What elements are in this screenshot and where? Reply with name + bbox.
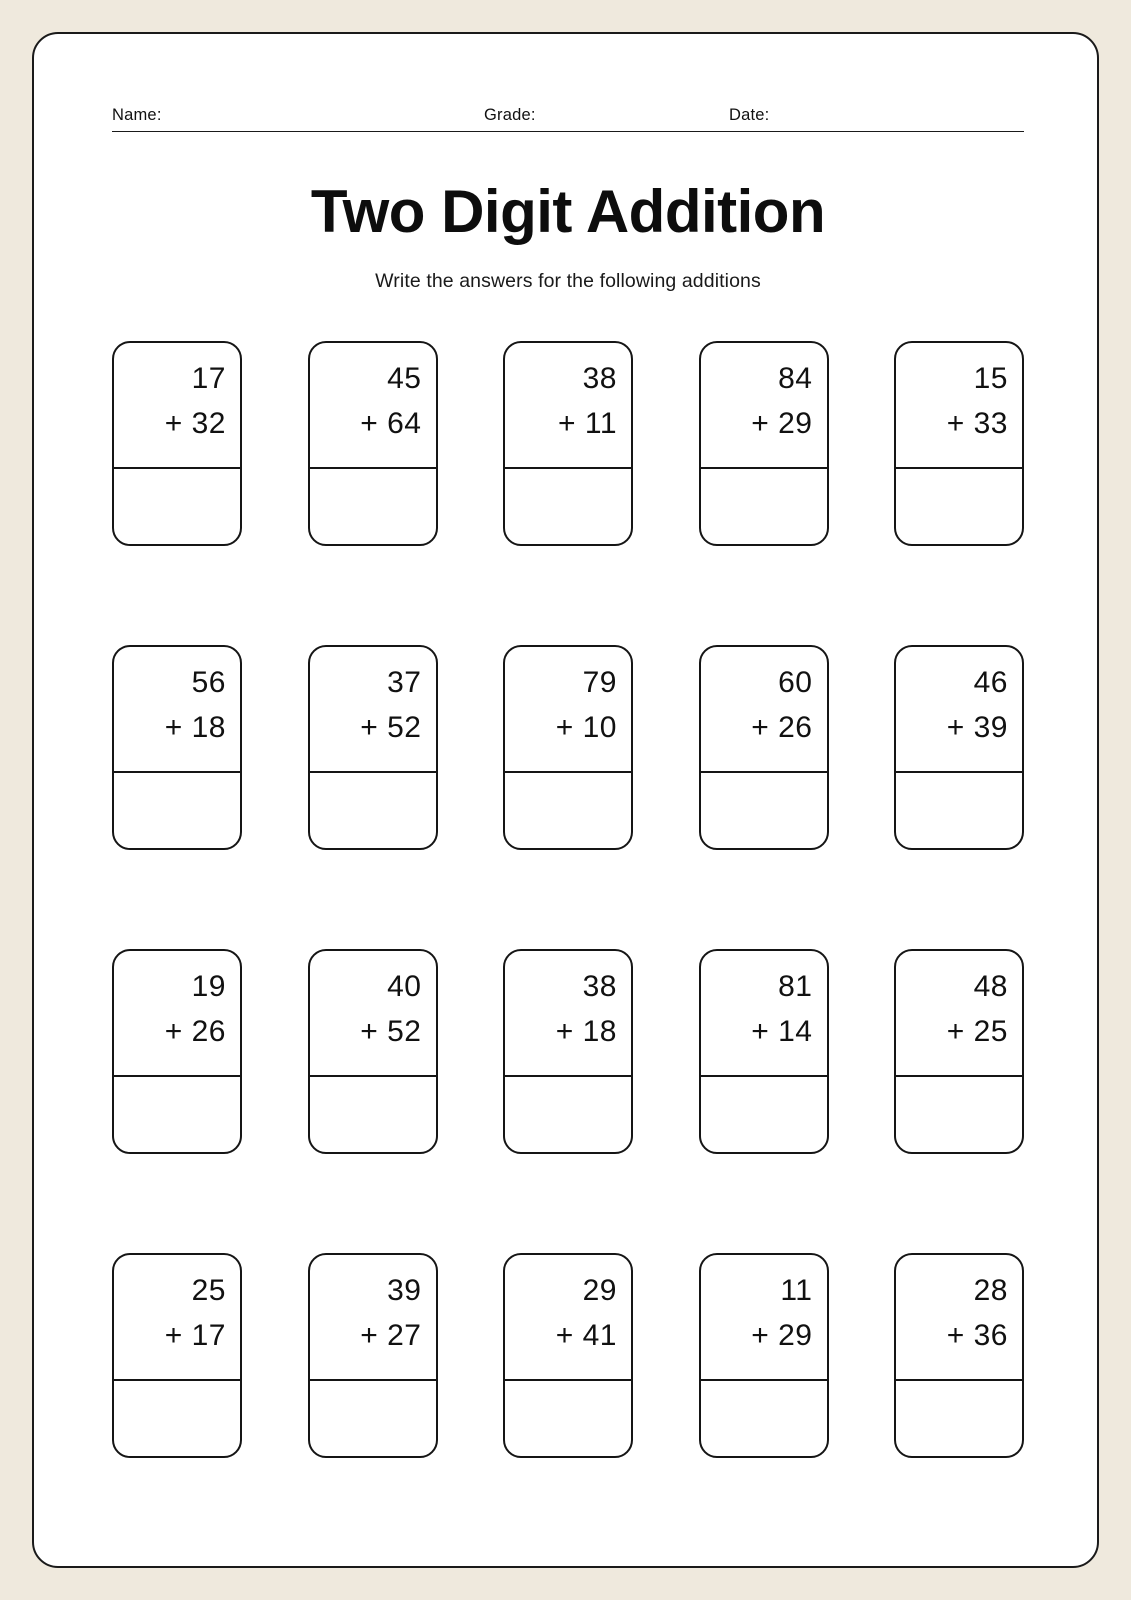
answer-box[interactable] bbox=[896, 469, 1022, 544]
answer-box[interactable] bbox=[896, 773, 1022, 848]
second-addend: + 10 bbox=[555, 710, 617, 744]
problem-card bbox=[503, 949, 633, 1154]
problem-operands bbox=[114, 1255, 240, 1381]
problem-card bbox=[699, 645, 829, 850]
answer-box[interactable] bbox=[310, 1077, 436, 1152]
first-addend: 38 bbox=[582, 362, 617, 395]
second-addend: + 52 bbox=[360, 1014, 422, 1048]
first-addend: 46 bbox=[973, 666, 1008, 699]
problem-card bbox=[699, 949, 829, 1154]
problem-operands bbox=[505, 343, 631, 469]
answer-box[interactable] bbox=[701, 469, 827, 544]
first-addend: 28 bbox=[973, 1274, 1008, 1307]
problem-operands bbox=[505, 951, 631, 1077]
problem-card bbox=[503, 341, 633, 546]
problem-operands bbox=[701, 951, 827, 1077]
problem-card bbox=[699, 341, 829, 546]
problem-operands bbox=[114, 951, 240, 1077]
problem-card bbox=[699, 1253, 829, 1458]
answer-box[interactable] bbox=[310, 1381, 436, 1456]
first-addend: 56 bbox=[191, 666, 226, 699]
problem-card bbox=[112, 645, 242, 850]
first-addend: 37 bbox=[387, 666, 422, 699]
worksheet-sheet bbox=[32, 32, 1099, 1568]
first-addend: 15 bbox=[973, 362, 1008, 395]
answer-box[interactable] bbox=[505, 1381, 631, 1456]
answer-box[interactable] bbox=[114, 469, 240, 544]
problem-card bbox=[308, 949, 438, 1154]
answer-box[interactable] bbox=[114, 773, 240, 848]
problem-card bbox=[308, 341, 438, 546]
first-addend: 11 bbox=[780, 1274, 813, 1307]
second-addend: + 52 bbox=[360, 710, 422, 744]
problem-card bbox=[503, 1253, 633, 1458]
second-addend: + 27 bbox=[360, 1318, 422, 1352]
problem-card bbox=[112, 341, 242, 546]
problem-operands bbox=[701, 343, 827, 469]
problem-card bbox=[894, 645, 1024, 850]
problem-card bbox=[112, 949, 242, 1154]
second-addend: + 39 bbox=[946, 710, 1008, 744]
problem-operands bbox=[310, 647, 436, 773]
second-addend: + 36 bbox=[946, 1318, 1008, 1352]
problem-operands bbox=[896, 951, 1022, 1077]
grade-field-label[interactable]: Grade: bbox=[484, 106, 536, 124]
answer-box[interactable] bbox=[505, 1077, 631, 1152]
problem-operands bbox=[896, 1255, 1022, 1381]
answer-box[interactable] bbox=[701, 773, 827, 848]
first-addend: 79 bbox=[582, 666, 617, 699]
answer-box[interactable] bbox=[505, 773, 631, 848]
worksheet-content bbox=[112, 74, 1024, 1458]
problem-operands bbox=[701, 647, 827, 773]
answer-box[interactable] bbox=[505, 469, 631, 544]
answer-box[interactable] bbox=[701, 1077, 827, 1152]
first-addend: 17 bbox=[191, 362, 226, 395]
problem-operands bbox=[310, 343, 436, 469]
first-addend: 81 bbox=[778, 970, 813, 1003]
problem-operands bbox=[896, 343, 1022, 469]
answer-box[interactable] bbox=[701, 1381, 827, 1456]
problem-card bbox=[112, 1253, 242, 1458]
second-addend: + 29 bbox=[751, 1318, 813, 1352]
problem-operands bbox=[701, 1255, 827, 1381]
problem-card bbox=[308, 1253, 438, 1458]
problem-operands bbox=[896, 647, 1022, 773]
problem-operands bbox=[114, 343, 240, 469]
problem-operands bbox=[310, 951, 436, 1077]
answer-box[interactable] bbox=[114, 1381, 240, 1456]
first-addend: 45 bbox=[387, 362, 422, 395]
problem-card bbox=[503, 645, 633, 850]
name-field-label[interactable]: Name: bbox=[112, 106, 162, 124]
second-addend: + 18 bbox=[164, 710, 226, 744]
first-addend: 84 bbox=[778, 362, 813, 395]
first-addend: 29 bbox=[582, 1274, 617, 1307]
answer-box[interactable] bbox=[896, 1381, 1022, 1456]
page-subtitle: Write the answers for the following additions bbox=[375, 270, 761, 292]
second-addend: + 25 bbox=[946, 1014, 1008, 1048]
first-addend: 40 bbox=[387, 970, 422, 1003]
answer-box[interactable] bbox=[310, 469, 436, 544]
answer-box[interactable] bbox=[896, 1077, 1022, 1152]
problem-operands bbox=[114, 647, 240, 773]
second-addend: + 33 bbox=[946, 406, 1008, 440]
problem-card bbox=[894, 1253, 1024, 1458]
first-addend: 25 bbox=[191, 1274, 226, 1307]
first-addend: 48 bbox=[973, 970, 1008, 1003]
second-addend: + 29 bbox=[751, 406, 813, 440]
second-addend: + 32 bbox=[164, 406, 226, 440]
second-addend: + 17 bbox=[164, 1318, 226, 1352]
problem-card bbox=[894, 341, 1024, 546]
problem-grid bbox=[112, 341, 1024, 1458]
second-addend: + 26 bbox=[751, 710, 813, 744]
second-addend: + 26 bbox=[164, 1014, 226, 1048]
first-addend: 38 bbox=[582, 970, 617, 1003]
second-addend: + 18 bbox=[555, 1014, 617, 1048]
second-addend: + 64 bbox=[360, 406, 422, 440]
problem-operands bbox=[505, 647, 631, 773]
first-addend: 60 bbox=[778, 666, 813, 699]
student-info-row bbox=[112, 74, 1024, 132]
answer-box[interactable] bbox=[310, 773, 436, 848]
problem-card bbox=[894, 949, 1024, 1154]
second-addend: + 41 bbox=[555, 1318, 617, 1352]
date-field-label[interactable]: Date: bbox=[729, 106, 770, 124]
first-addend: 39 bbox=[387, 1274, 422, 1307]
second-addend: + 14 bbox=[751, 1014, 813, 1048]
first-addend: 19 bbox=[191, 970, 226, 1003]
page-title: Two Digit Addition bbox=[310, 178, 826, 245]
problem-operands bbox=[310, 1255, 436, 1381]
answer-box[interactable] bbox=[114, 1077, 240, 1152]
problem-operands bbox=[505, 1255, 631, 1381]
problem-card bbox=[308, 645, 438, 850]
second-addend: + 11 bbox=[558, 406, 617, 440]
